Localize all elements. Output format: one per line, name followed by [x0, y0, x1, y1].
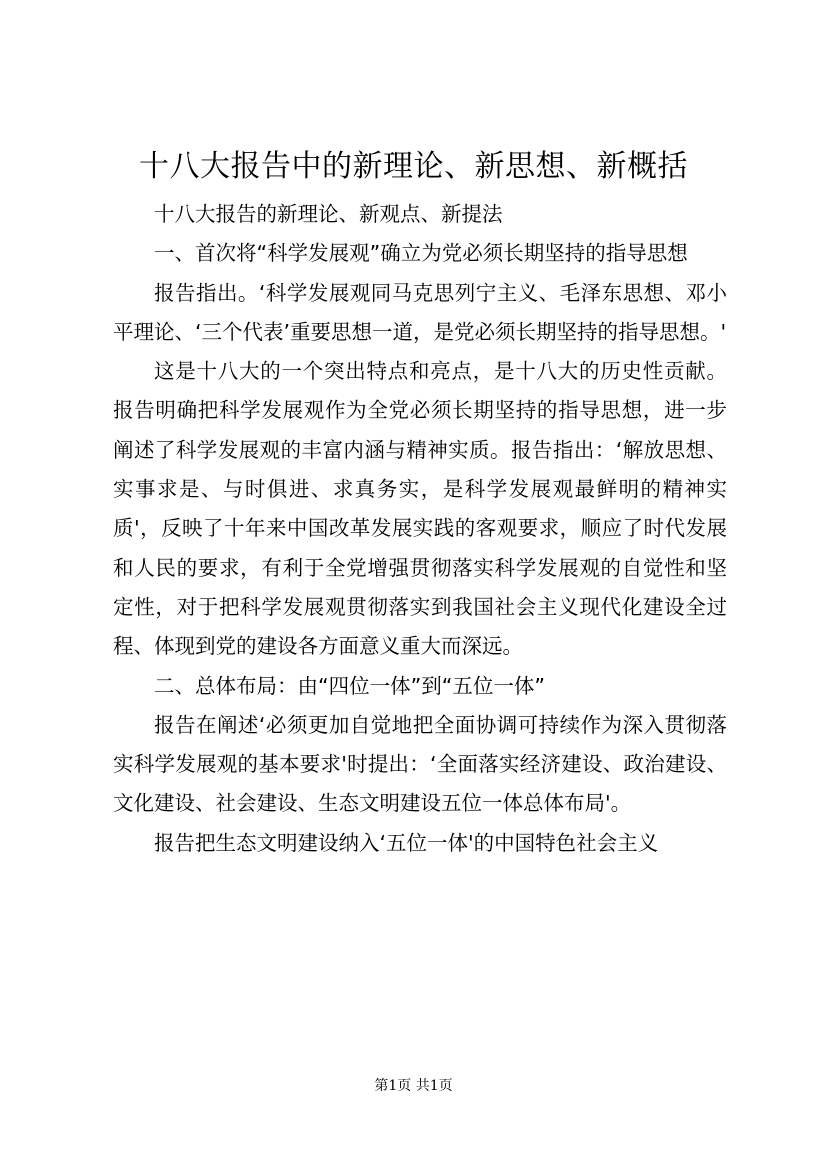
subtitle-paragraph: 十八大报告的新理论、新观点、新提法: [154, 202, 503, 226]
body-paragraph: 报告在阐述‘必须更加自觉地把全面协调可持续作为深入贯彻落实科学发展观的基本要求'时提出：‘全面落实经济建设、政治建设、文化建设、社会建设、生态文明建设五位一体总体布局'。: [113, 712, 727, 816]
section-heading-1: 一、首次将“科学发展观”确立为党必须长期坚持的指导思想: [154, 241, 688, 266]
page-footer: 第1页 共1页: [374, 1078, 453, 1094]
document-title: 十八大报告中的新理论、新思想、新概括: [139, 149, 688, 184]
section-heading-2: 二、总体布局：由“四位一体”到“五位一体”: [154, 673, 545, 698]
body-paragraph: 这是十八大的一个突出特点和亮点，是十八大的历史性贡献。报告明确把科学发展观作为全党必须长期坚持的指导思想，进一步阐述了科学发展观的丰富内涵与精神实质。报告指出：‘解放思想、实事求是、与时俱进、求真务实，是科学发展观最鲜明的精神实质'，反映了十年来中国改革发展实践的客观要求，顺应了时代发展和人民的要求，有利于全党增强贯彻落实科学发展观的自觉性和坚定性，对于把科学发展观贯彻落实到我国社会主义现代化建设全过程、体现到党的建设各方面意义重大而深远。: [113, 359, 727, 659]
body-paragraph: 报告指出。‘科学发展观同马克思列宁主义、毛泽东思想、邓小平理论、‘三个代表’重要思想一道，是党必须长期坚持的指导思想。': [113, 280, 727, 344]
body-paragraph: 报告把生态文明建设纳入‘五位一体'的中国特色社会主义: [154, 830, 659, 855]
document-body: [113, 195, 727, 863]
